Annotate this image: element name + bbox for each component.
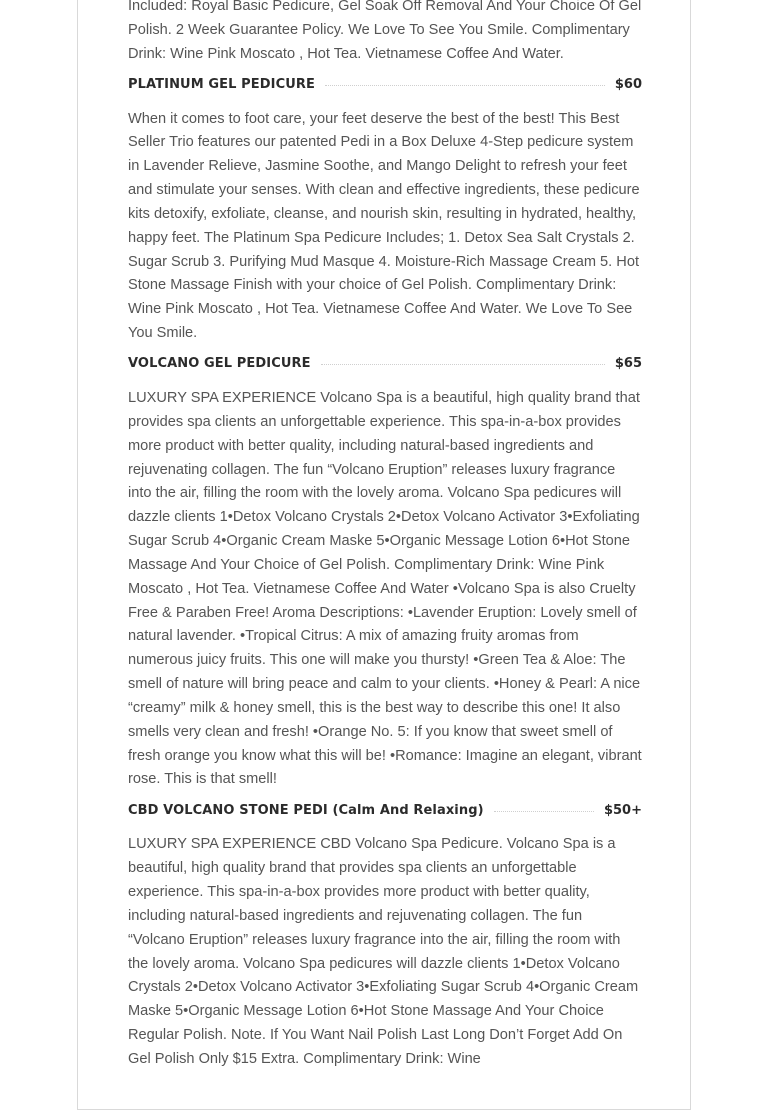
service-description: When it comes to foot care, your feet deserve the best of the best! This Best Seller Trio features our patented Pedi in a Box Deluxe 4-Step pedicure system in Lavender Relieve, Jasmine Soothe, and Mango Delight to refresh your feet and stimulate your senses. With clean and effective ingredients, these pedicure kits detoxify, exfoliate, cleanse, and nourish skin, resulting in hydrated, healthy, happy feet. The Platinum Spa Pedicure Includes; 1. Detox Sea Salt Crystals 2. Sugar Scrub 3. Purifying Mud Masque 4. Moisture-Rich Massage Cream 5. Hot Stone Massage Finish with your choice of Gel Polish. Complimentary Drink: Wine Pink Moscato , Hot Tea. Vietnamese Coffee And Water. We Love To See You Smile.	[128, 110, 640, 342]
service-header-platinum	[128, 75, 642, 95]
service-list	[128, 0, 642, 1072]
service-name-main: CBD VOLCANO STONE PEDI	[128, 802, 328, 818]
service-header-volcano	[128, 354, 642, 374]
intro-description: Included: Royal Basic Pedicure, Gel Soak Off Removal And Your Choice Of Gel Polish. 2 Week Guarantee Policy. We Love To See You Smile. Complimentary Drink: Wine Pink Moscato , Hot Tea. Vietnamese Coffee And Water.	[128, 0, 642, 62]
service-description: LUXURY SPA EXPERIENCE CBD Volcano Spa Pedicure. Volcano Spa is a beautiful, high quality brand that provides spa clients an unforgettable experience. This spa-in-a-box provides more product with better quality, including natural-based ingredients and rejuvenating collagen. The fun “Volcano Eruption” releases luxury fragrance into the air, filling the room with the lovely aroma. Volcano Spa pedicures will dazzle clients 1•Detox Volcano Crystals 2•Detox Volcano Activator 3•Exfoliating Sugar Scrub 4•Organic Cream Maske 5•Organic Message Lotion 6•Hot Stone Massage And Your Choice Regular Polish. Note. If You Want Nail Polish Last Long Don’t Forget Add On Gel Polish Only $15 Extra. Complimentary Drink: Wine	[128, 836, 639, 1067]
service-name: VOLCANO GEL PEDICURE	[128, 356, 311, 372]
service-description: LUXURY SPA EXPERIENCE Volcano Spa is a beautiful, high quality brand that provides spa clients an unforgettable experience. This spa-in-a-box provides more product with better quality, including natural-based ingredients and rejuvenating collagen. The fun “Volcano Eruption” releases luxury fragrance into the air, filling the room with the lovely aroma. Volcano Spa pedicures will dazzle clients 1•Detox Volcano Crystals 2•Detox Volcano Activator 3•Exfoliating Sugar Scrub 4•Organic Cream Maske 5•Organic Message Lotion 6•Hot Stone Massage And Your Choice of Gel Polish. Complimentary Drink: Wine Pink Moscato , Hot Tea. Vietnamese Coffee And Water •Volcano Spa is also Cruelty Free & Paraben Free! Aroma Descriptions: •Lavender Eruption: Lovely smell of natural lavender. •Tropical Citrus: A mix of amazing fruity aromas from numerous juicy fruits. This one will make you thursty! •Green Tea & Aloe: The smell of nature will bring peace and calm to your clients. •Honey & Pearl: A nice “creamy” milk & honey smell, this is the best way to describe this one! It also smells very clean and fresh! •Orange No. 5: If you know that sweet smell of fresh orange you know what this will be! •Romance: Imagine an elegant, vibrant rose. This is that smell!	[128, 389, 642, 788]
dotted-leader	[325, 85, 605, 86]
dotted-leader	[321, 364, 605, 365]
service-name-suffix: (Calm And Relaxing)	[332, 802, 484, 818]
service-price: $50+	[603, 802, 642, 818]
service-price: $65	[614, 356, 642, 372]
service-name: PLATINUM GEL PEDICURE	[128, 77, 315, 93]
service-header-cbd-volcano	[128, 800, 642, 820]
service-name	[128, 803, 484, 818]
service-price: $60	[614, 77, 642, 93]
dotted-leader	[494, 811, 594, 812]
